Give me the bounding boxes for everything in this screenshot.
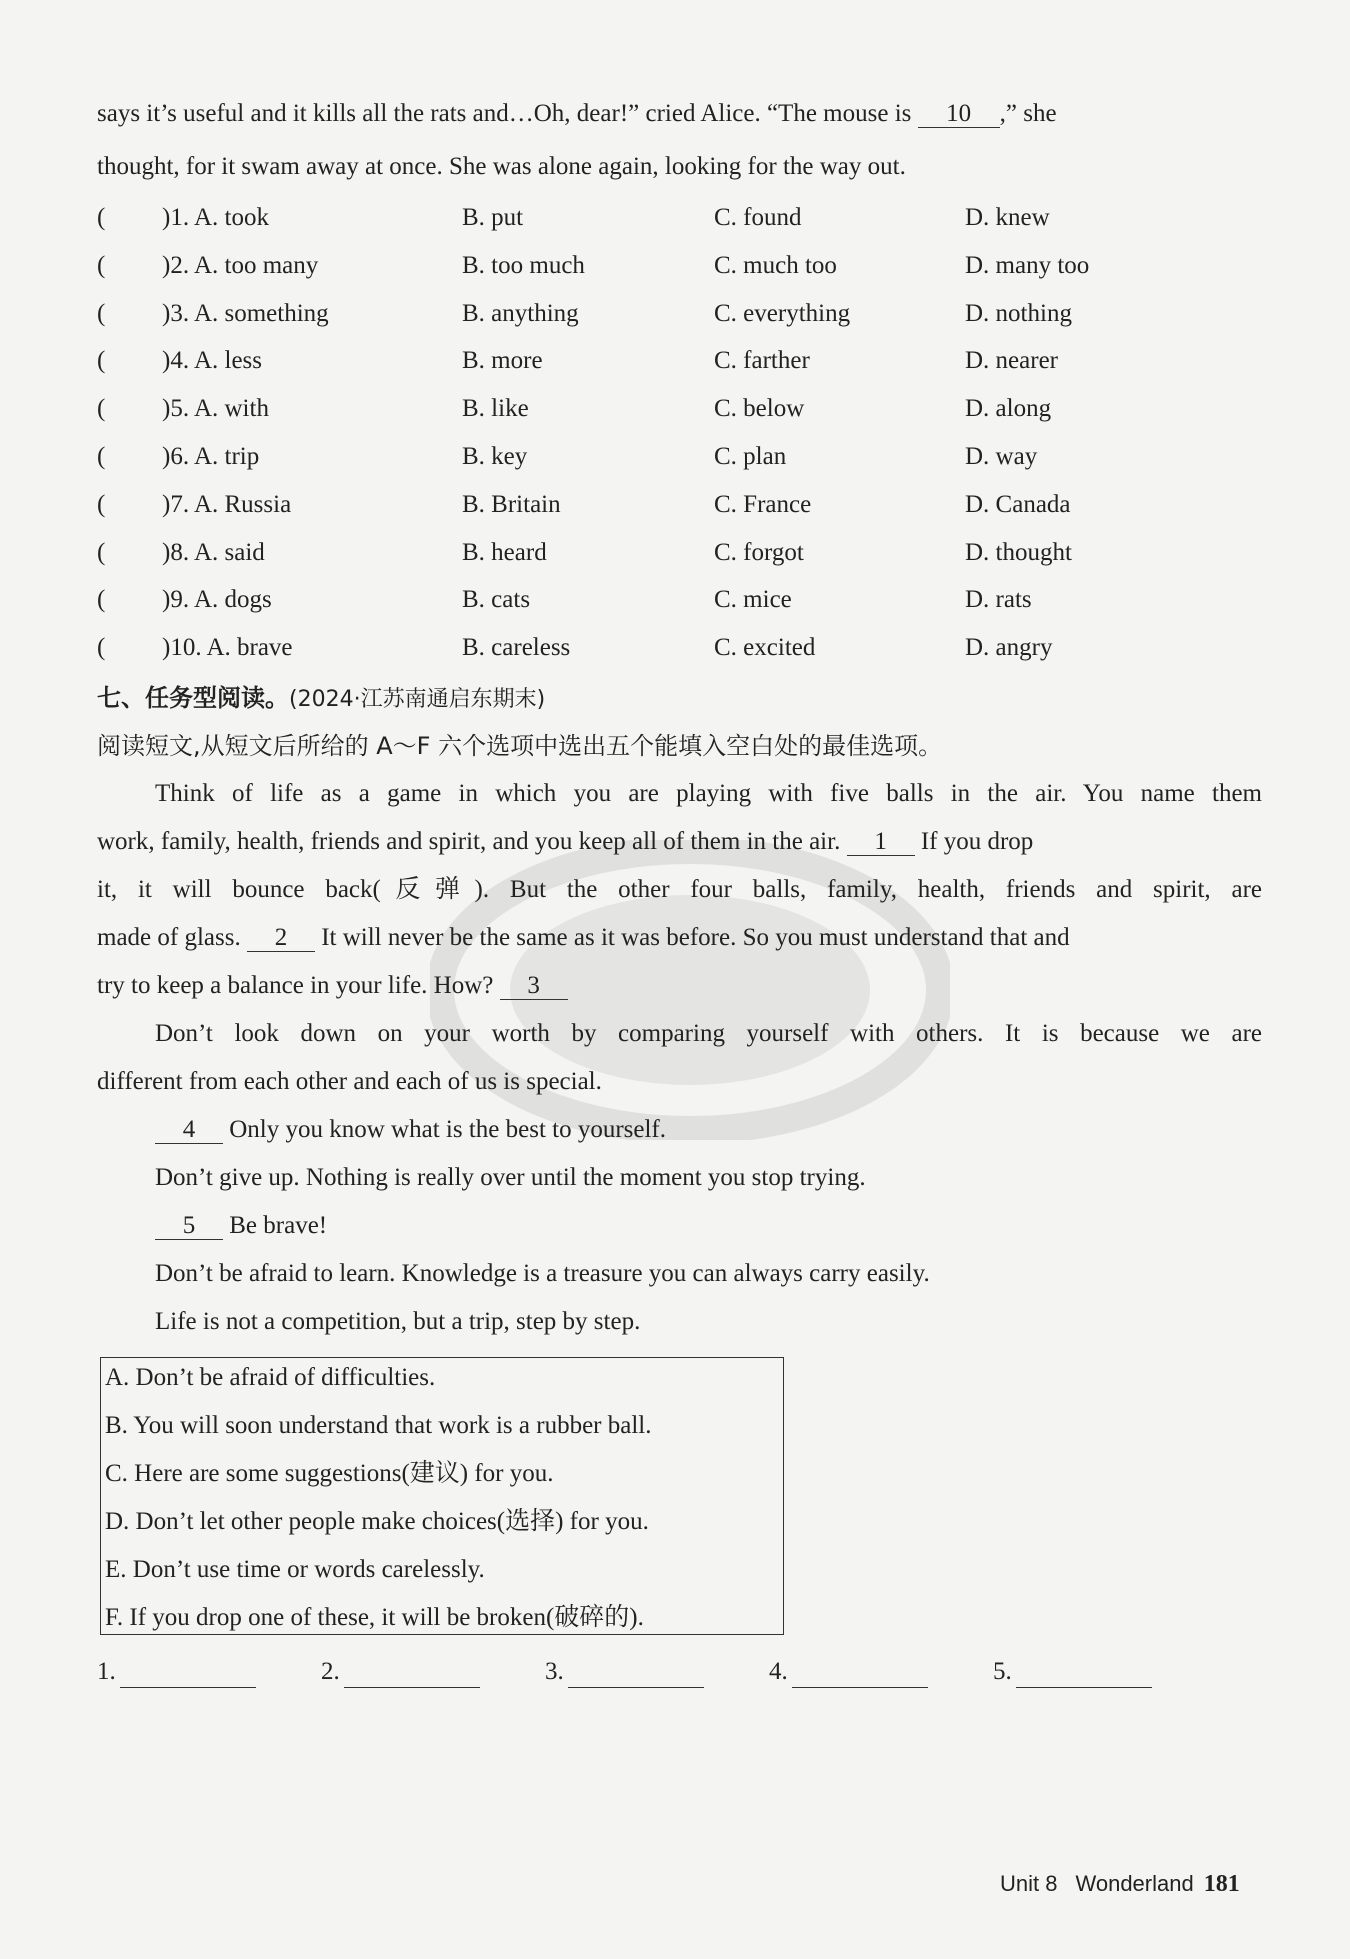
answer-blank[interactable] bbox=[769, 1656, 928, 1688]
passage-line bbox=[155, 1210, 1320, 1242]
option-d: D. Canada bbox=[965, 490, 1071, 518]
option-a: )2. A. too many bbox=[162, 251, 319, 279]
option-b: B. more bbox=[462, 347, 543, 375]
footer-unit: Unit 8 bbox=[1000, 1871, 1058, 1896]
passage-text: It will never be the same as it was before. So you must understand that and bbox=[314, 924, 1070, 951]
passage-line: Don’t be afraid to learn. Knowledge is a treasure you can always carry easily. bbox=[155, 1260, 930, 1287]
options-box bbox=[100, 1357, 784, 1635]
answer-paren: ( bbox=[97, 204, 106, 231]
answer-paren: ( bbox=[97, 586, 106, 614]
answer-paren: ( bbox=[97, 490, 106, 518]
answer-paren: ( bbox=[97, 395, 106, 423]
option-b: B. put bbox=[462, 204, 524, 231]
answer-underline[interactable] bbox=[120, 1661, 256, 1688]
answer-paren: ( bbox=[97, 347, 106, 375]
answer-paren: ( bbox=[97, 299, 106, 327]
passage-text: made of glass. bbox=[97, 924, 247, 951]
option-c: C. France bbox=[714, 490, 812, 518]
answer-underline[interactable] bbox=[792, 1661, 928, 1688]
section-7-heading bbox=[97, 682, 1262, 716]
option-item: B. You will soon understand that work is a rubber ball. bbox=[105, 1412, 652, 1439]
blank-2: 2 bbox=[247, 925, 315, 952]
option-d: D. nearer bbox=[965, 347, 1058, 375]
answer-blank[interactable] bbox=[97, 1656, 256, 1688]
answer-label: 3. bbox=[545, 1658, 564, 1685]
answer-paren: ( bbox=[97, 634, 106, 662]
blank-3: 3 bbox=[500, 973, 568, 1000]
option-a: )4. A. less bbox=[162, 347, 262, 375]
option-a: )8. A. said bbox=[162, 538, 265, 566]
option-d: D. nothing bbox=[965, 299, 1072, 327]
answer-label: 1. bbox=[97, 1658, 116, 1685]
option-b: B. Britain bbox=[462, 490, 561, 518]
option-a: )9. A. dogs bbox=[162, 586, 272, 614]
passage-line: different from each other and each of us is special. bbox=[97, 1068, 602, 1095]
option-d: D. way bbox=[965, 443, 1038, 470]
option-item: F. If you drop one of these, it will be broken(破碎的). bbox=[105, 1604, 644, 1631]
passage-line: Think of life as a game in which you are playing with five balls in the air. You name them bbox=[155, 780, 1262, 807]
option-c: C. everything bbox=[714, 299, 851, 327]
option-c: C. mice bbox=[714, 586, 792, 614]
option-a: )10. A. brave bbox=[162, 634, 293, 662]
option-a: )5. A. with bbox=[162, 395, 269, 423]
passage-line: Life is not a competition, but a trip, step by step. bbox=[155, 1308, 641, 1335]
option-a: )1. A. took bbox=[162, 204, 269, 231]
option-c: C. below bbox=[714, 395, 805, 423]
passage-line: Don’t give up. Nothing is really over until the moment you stop trying. bbox=[155, 1164, 866, 1191]
answer-blank[interactable] bbox=[545, 1656, 704, 1688]
answer-underline[interactable] bbox=[568, 1661, 704, 1688]
passage-text: try to keep a balance in your life. How? bbox=[97, 972, 500, 999]
answer-blank[interactable] bbox=[321, 1656, 480, 1688]
option-c: C. much too bbox=[714, 251, 837, 279]
passage-line bbox=[97, 970, 1262, 1002]
passage-text: work, family, health, friends and spirit, and you keep all of them in the air. bbox=[97, 828, 847, 855]
answer-underline[interactable] bbox=[344, 1661, 480, 1688]
option-d: D. rats bbox=[965, 586, 1032, 614]
option-b: B. careless bbox=[462, 634, 571, 662]
answer-underline[interactable] bbox=[1016, 1661, 1152, 1688]
option-b: B. cats bbox=[462, 586, 531, 614]
option-d: D. thought bbox=[965, 538, 1072, 566]
option-c: C. plan bbox=[714, 443, 787, 470]
answer-label: 4. bbox=[769, 1658, 788, 1685]
option-item: A. Don’t be afraid of difficulties. bbox=[105, 1364, 436, 1391]
passage-line bbox=[97, 826, 1262, 858]
page-number: 181 bbox=[1203, 1871, 1240, 1897]
option-d: D. many too bbox=[965, 251, 1090, 279]
passage-line bbox=[155, 1114, 1320, 1146]
option-a: )3. A. something bbox=[162, 299, 329, 327]
footer-title: Wonderland bbox=[1075, 1871, 1194, 1896]
option-a: )6. A. trip bbox=[162, 443, 260, 470]
intro-line-2: thought, for it swam away at once. She was alone again, looking for the way out. bbox=[97, 153, 906, 180]
option-b: B. key bbox=[462, 443, 528, 470]
option-b: B. too much bbox=[462, 251, 585, 279]
answer-paren: ( bbox=[97, 538, 106, 566]
option-c: C. forgot bbox=[714, 538, 804, 566]
option-item: D. Don’t let other people make choices(选择) for you. bbox=[105, 1508, 649, 1535]
option-d: D. angry bbox=[965, 634, 1053, 662]
intro-line-1 bbox=[97, 98, 1262, 130]
option-d: D. along bbox=[965, 395, 1052, 423]
blank-1: 1 bbox=[847, 829, 915, 856]
answer-label: 5. bbox=[993, 1658, 1012, 1685]
answer-paren: ( bbox=[97, 251, 106, 279]
intro-line-1-end: ,” she bbox=[999, 100, 1057, 127]
blank-10: 10 bbox=[918, 101, 1000, 128]
option-b: B. heard bbox=[462, 538, 547, 566]
section-instruction: 阅读短文,从短文后所给的 A～F 六个选项中选出五个能填入空白处的最佳选项。 bbox=[97, 732, 943, 760]
option-a: )7. A. Russia bbox=[162, 490, 292, 518]
option-item: C. Here are some suggestions(建议) for you. bbox=[105, 1460, 554, 1487]
option-c: C. excited bbox=[714, 634, 816, 662]
intro-line-1-text: says it’s useful and it kills all the rats and…Oh, dear!” cried Alice. “The mouse is bbox=[97, 100, 918, 127]
section-title: 七、任务型阅读。 bbox=[97, 684, 289, 712]
option-c: C. found bbox=[714, 204, 802, 231]
section-source: (2024·江苏南通启东期末) bbox=[289, 687, 546, 712]
option-item: E. Don’t use time or words carelessly. bbox=[105, 1556, 485, 1583]
page-footer bbox=[1000, 1871, 1240, 1898]
option-b: B. like bbox=[462, 395, 529, 423]
passage-text: Only you know what is the best to yourself. bbox=[223, 1116, 667, 1143]
blank-5: 5 bbox=[155, 1213, 223, 1240]
option-c: C. farther bbox=[714, 347, 810, 375]
passage-text: If you drop bbox=[914, 828, 1034, 855]
passage-line: Don’t look down on your worth by comparing yourself with others. It is because we are bbox=[155, 1020, 1262, 1047]
passage-line bbox=[97, 922, 1262, 954]
passage-line: it, it will bounce back(反弹). But the other four balls, family, health, friends and spirit, are bbox=[97, 876, 1262, 903]
answer-paren: ( bbox=[97, 443, 106, 470]
answer-blank[interactable] bbox=[993, 1656, 1152, 1688]
option-d: D. knew bbox=[965, 204, 1050, 231]
option-b: B. anything bbox=[462, 299, 579, 327]
passage-text: Be brave! bbox=[223, 1212, 328, 1239]
blank-4: 4 bbox=[155, 1117, 223, 1144]
answer-label: 2. bbox=[321, 1658, 340, 1685]
